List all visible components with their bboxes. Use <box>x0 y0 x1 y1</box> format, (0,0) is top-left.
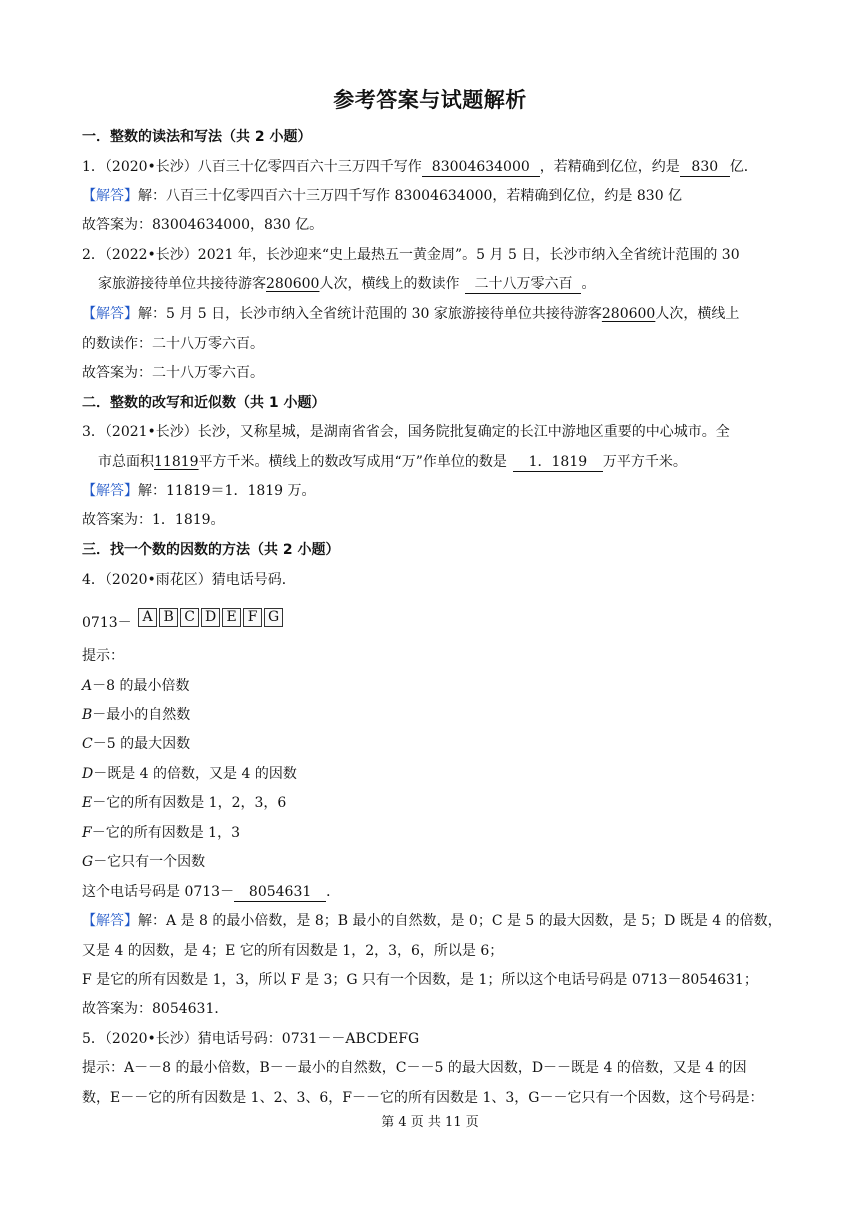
hint-key: B <box>82 707 93 723</box>
phone-answer-text: 这个电话号码是 0713－ <box>82 884 235 900</box>
q2-answer <box>82 304 739 324</box>
phone-number-pattern <box>82 608 283 633</box>
q2-underlined-number: 280600 <box>266 276 320 292</box>
page-title: 参考答案与试题解析 <box>333 88 527 112</box>
q4-answer-text: 解：A 是 8 的最小倍数，是 8；B 最小的自然数，是 0；C 是 5 的最大因数，是 5；D 既是 4 的倍数， <box>138 913 782 929</box>
letter-box-f: F <box>243 608 262 627</box>
q2-answer-line-2: 的数读作：二十八万零六百。 <box>82 336 264 352</box>
answer-tag: 【解答】 <box>82 913 138 929</box>
q4-answer-line-3: F 是它的所有因数是 1，3，所以 F 是 3；G 只有一个因数，是 1；所以这个电话号码是 0713－8054631； <box>82 972 758 988</box>
question-5-line-2: 提示：A－－8 的最小倍数，B－－最小的自然数，C－－5 的最大因数，D－－既是 4 的倍数，又是 4 的因 <box>82 1060 747 1076</box>
hint-label: 提示： <box>82 648 124 664</box>
page-footer: 第 4 页 共 11 页 <box>381 1115 479 1130</box>
q1-answer <box>82 186 682 206</box>
q1-text-post: 亿． <box>729 159 758 175</box>
q3-answer <box>82 481 316 501</box>
hint-f <box>82 823 240 843</box>
q2-text-mid: 人次，横线上的数读作 <box>319 276 460 292</box>
hint-key: F <box>82 825 92 841</box>
q1-blank-1: 83004634000 <box>422 158 540 177</box>
q1-answer-text: 解：八百三十亿零四百六十三万四千写作 83004634000，若精确到亿位，约是 830 亿 <box>138 188 683 204</box>
question-1 <box>82 157 758 177</box>
hint-d <box>82 764 297 784</box>
q2-final: 故答案为：二十八万零六百。 <box>82 365 264 381</box>
letter-boxes <box>138 608 283 627</box>
question-2-line-1: 2．（2022•长沙）2021 年，长沙迎来“史上最热五一黄金周”。5 月 5 日，长沙市纳入全省统计范围的 30 <box>82 247 740 263</box>
section-heading-2: 二．整数的改写和近似数（共 1 小题） <box>82 395 326 411</box>
q3-blank: 1．1819 <box>513 453 603 472</box>
hint-c <box>82 734 190 754</box>
q4-final: 故答案为：8054631． <box>82 1001 229 1017</box>
phone-prefix: 0713－ <box>82 615 132 631</box>
letter-box-b: B <box>159 608 178 627</box>
answer-tag: 【解答】 <box>82 483 138 499</box>
letter-box-e: E <box>222 608 241 627</box>
q1-text: 1．（2020•长沙）八百三十亿零四百六十三万四千写作 <box>82 159 422 175</box>
section-heading-3: 三．找一个数的因数的方法（共 2 小题） <box>82 542 340 558</box>
question-4-line-1: 4．（2020•雨花区）猜电话号码． <box>82 572 296 588</box>
answer-tag: 【解答】 <box>82 306 138 322</box>
hint-text: －它的所有因数是 1，3 <box>91 825 240 841</box>
q2-text-post: 。 <box>581 276 596 292</box>
q3-text-mid: 平方千米。横线上的数改写成用“万”作单位的数是 <box>198 454 507 470</box>
letter-box-d: D <box>201 608 220 627</box>
hint-g <box>82 852 205 872</box>
hint-text: －它的所有因数是 1，2，3，6 <box>92 795 287 811</box>
q3-text: 市总面积 <box>98 454 154 470</box>
letter-box-g: G <box>264 608 283 627</box>
hint-text: －最小的自然数 <box>92 707 191 723</box>
section-heading-1: 一．整数的读法和写法（共 2 小题） <box>82 129 312 145</box>
hint-key: D <box>82 766 94 782</box>
hint-text: －8 的最小倍数 <box>92 678 190 694</box>
letter-box-c: C <box>180 608 199 627</box>
phone-blank: 8054631 <box>234 883 326 902</box>
q2-answer-text: 解：5 月 5 日，长沙市纳入全省统计范围的 30 家旅游接待单位共接待游客 <box>138 306 602 322</box>
hint-key: A <box>82 678 93 694</box>
phone-answer-post: ． <box>326 884 341 900</box>
q4-answer-line-1 <box>82 911 782 931</box>
question-2-line-2 <box>98 274 595 294</box>
letter-box-a: A <box>138 608 157 627</box>
hint-e <box>82 793 286 813</box>
q2-text: 家旅游接待单位共接待游客 <box>98 276 266 292</box>
question-5-line-3: 数，E－－它的所有因数是 1、2、3、6，F－－它的所有因数是 1、3，G－－它只有一个因数，这个号码是： <box>82 1090 764 1106</box>
hint-a <box>82 676 189 696</box>
q3-text-post: 万平方千米。 <box>602 454 687 470</box>
hint-text: －既是 4 的倍数，又是 4 的因数 <box>93 766 297 782</box>
q1-text-mid: ，若精确到亿位，约是 <box>539 159 680 175</box>
q3-answer-text: 解：11819＝1．1819 万。 <box>138 483 316 499</box>
q3-underlined-number: 11819 <box>154 454 199 470</box>
hint-key: G <box>82 854 94 870</box>
hint-key: C <box>82 736 93 752</box>
question-5-line-1: 5．（2020•长沙）猜电话号码：0731－－ABCDEFG <box>82 1031 420 1047</box>
hint-text: －5 的最大因数 <box>92 736 191 752</box>
question-3-line-1: 3．（2021•长沙）长沙，又称星城，是湖南省省会，国务院批复确定的长江中游地区重要的中心城市。全 <box>82 424 730 440</box>
question-3-line-2 <box>98 452 687 472</box>
hint-text: －它只有一个因数 <box>93 854 206 870</box>
q1-final: 故答案为：83004634000，830 亿。 <box>82 217 324 233</box>
q4-answer-line-2: 又是 4 的因数，是 4；E 它的所有因数是 1，2，3，6，所以是 6； <box>82 943 504 959</box>
q2-answer-text-post: 人次，横线上 <box>655 306 740 322</box>
q2-blank: 二十八万零六百 <box>465 275 581 294</box>
hint-key: E <box>82 795 93 811</box>
q1-blank-2: 830 <box>680 158 730 177</box>
answer-tag: 【解答】 <box>82 188 138 204</box>
phone-answer-line <box>82 882 340 902</box>
hint-b <box>82 705 190 725</box>
q3-final: 故答案为：1．1819。 <box>82 512 225 528</box>
q2-answer-number: 280600 <box>601 306 656 322</box>
